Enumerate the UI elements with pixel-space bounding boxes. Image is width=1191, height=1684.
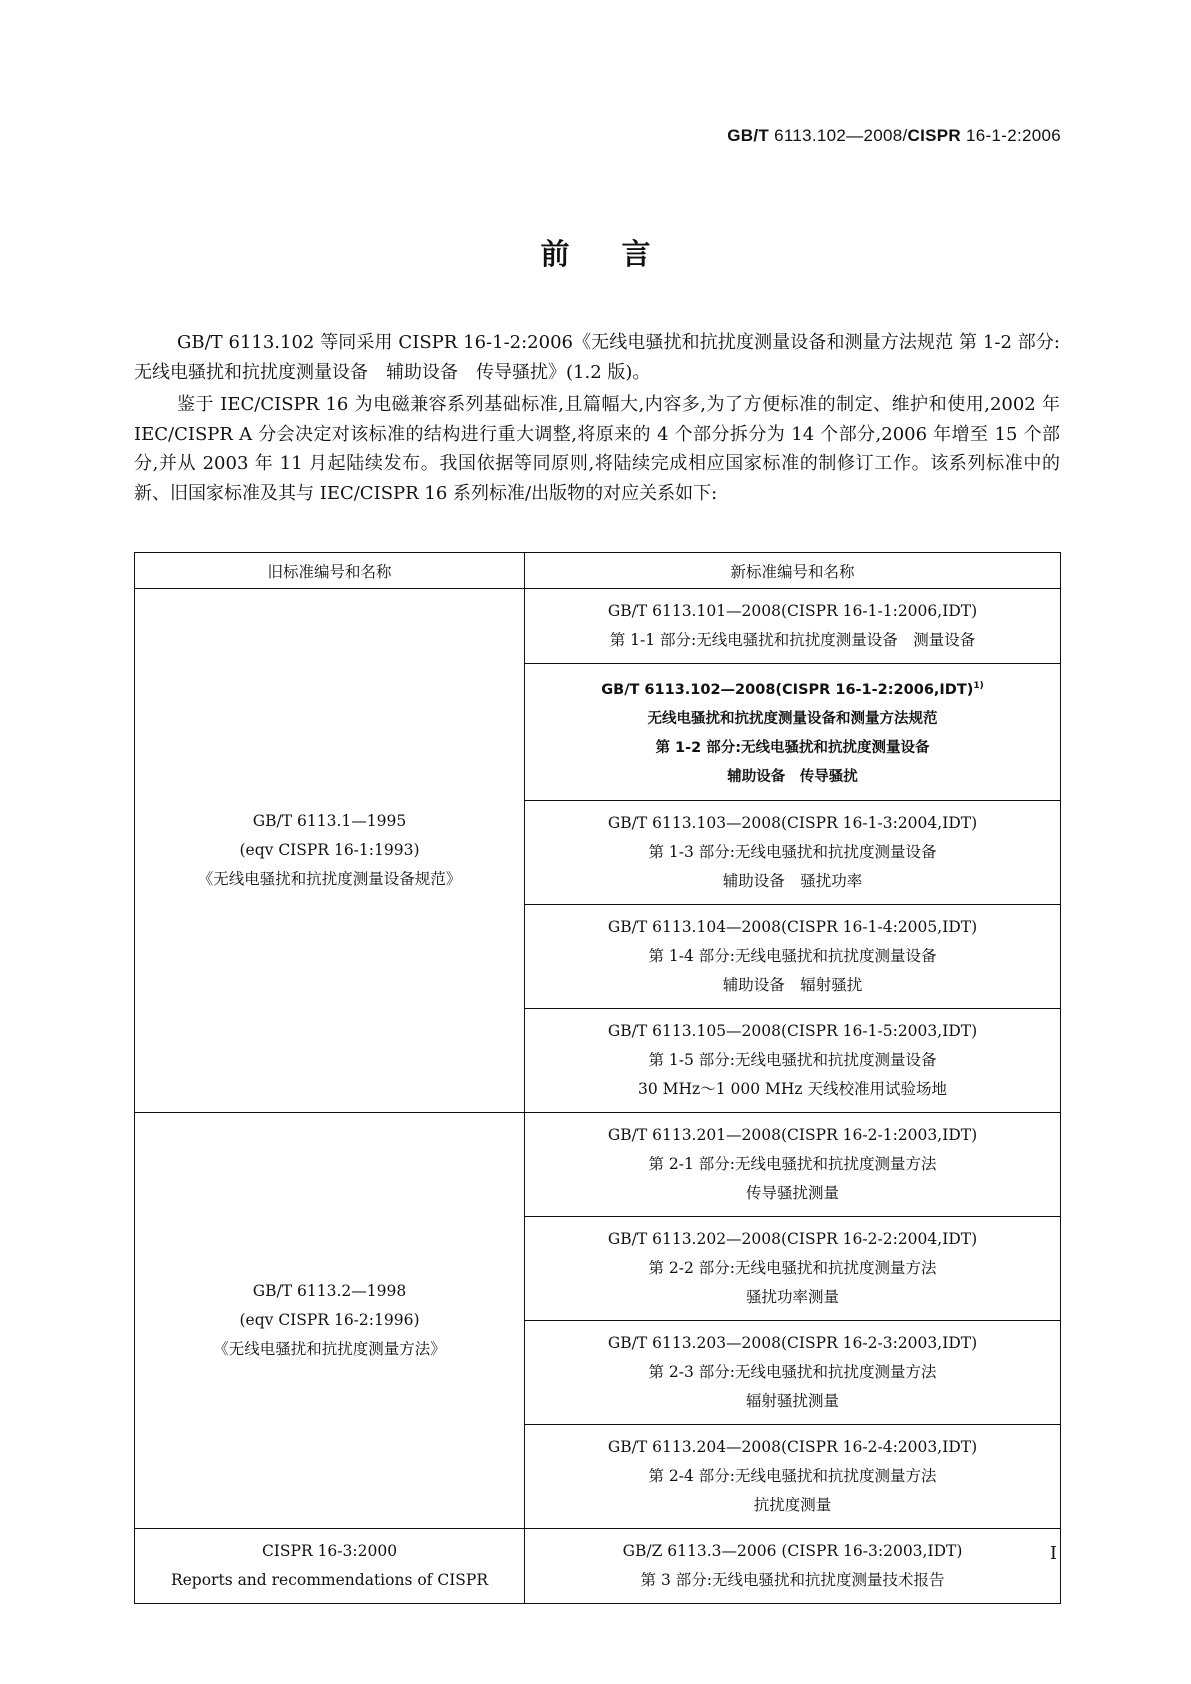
new-standard-cell — [525, 800, 1061, 904]
new-standard-line: 第 2-1 部分:无线电骚扰和抗扰度测量方法 — [648, 1154, 937, 1173]
new-standard-line: GB/T 6113.201—2008(CISPR 16-2-1:2003,IDT) — [607, 1125, 978, 1144]
old-standard-line: GB/T 6113.2—1998 — [252, 1281, 407, 1300]
new-standard-cell — [525, 904, 1061, 1008]
standard-number-header: GB/T 6113.102—2008/CISPR 16-1-2:2006 — [727, 126, 1061, 145]
new-standard-cell — [525, 1216, 1061, 1320]
new-standard-line: 第 1-5 部分:无线电骚扰和抗扰度测量设备 — [648, 1050, 937, 1069]
new-standard-line: 辅助设备 传导骚扰 — [727, 768, 858, 785]
new-standard-line: 第 1-2 部分:无线电骚扰和抗扰度测量设备 — [655, 739, 930, 756]
new-standard-line: 第 2-3 部分:无线电骚扰和抗扰度测量方法 — [648, 1362, 937, 1381]
old-standard-line: GB/T 6113.1—1995 — [252, 811, 407, 830]
old-standard-line: Reports and recommendations of CISPR — [170, 1570, 489, 1589]
old-standard-cell — [135, 1112, 525, 1528]
new-standard-line: GB/Z 6113.3—2006 (CISPR 16-3:2003,IDT) — [622, 1541, 963, 1560]
table-row — [135, 589, 1061, 664]
old-standard-line: 《无线电骚扰和抗扰度测量方法》 — [213, 1339, 446, 1358]
new-standard-line: GB/T 6113.104—2008(CISPR 16-1-4:2005,IDT) — [607, 917, 978, 936]
new-standard-header: 新标准编号和名称 — [525, 553, 1061, 589]
new-standard-line: 第 1-1 部分:无线电骚扰和抗扰度测量设备 测量设备 — [609, 631, 976, 649]
new-standard-line: 第 2-2 部分:无线电骚扰和抗扰度测量方法 — [648, 1258, 937, 1277]
page-number: I — [1049, 1543, 1057, 1564]
new-standard-line: 辅助设备 辐射骚扰 — [722, 975, 863, 994]
new-standard-line: 传导骚扰测量 — [745, 1183, 839, 1202]
new-standard-line: 第 1-3 部分:无线电骚扰和抗扰度测量设备 — [648, 842, 937, 861]
new-standard-cell — [525, 1112, 1061, 1216]
table-row — [135, 1112, 1061, 1216]
new-standard-cell — [525, 664, 1061, 801]
old-standard-line: (eqv CISPR 16-2:1996) — [239, 1310, 420, 1329]
new-standard-line: 30 MHz～1 000 MHz 天线校准用试验场地 — [638, 1079, 947, 1098]
new-standard-cell — [525, 589, 1061, 664]
new-standard-line: GB/T 6113.103—2008(CISPR 16-1-3:2004,IDT) — [607, 813, 978, 832]
new-standard-line — [529, 672, 1056, 705]
old-standard-cell — [135, 589, 525, 1113]
old-standard-line: CISPR 16-3:2000 — [261, 1541, 398, 1560]
paragraph-1: GB/T 6113.102 等同采用 CISPR 16-1-2:2006《无线电骚扰和抗扰度测量设备和测量方法规范 第 1-2 部分:无线电骚扰和抗扰度测量设备 辅助设备 传导骚扰》(1.2 版)。 — [134, 332, 1060, 383]
new-standard-line: 辐射骚扰测量 — [745, 1391, 839, 1410]
new-standard-line: GB/T 6113.203—2008(CISPR 16-2-3:2003,IDT) — [607, 1333, 978, 1352]
new-standard-line: 骚扰功率测量 — [745, 1287, 839, 1306]
new-standard-line: 第 1-4 部分:无线电骚扰和抗扰度测量设备 — [648, 946, 937, 965]
new-standard-line: GB/T 6113.105—2008(CISPR 16-1-5:2003,IDT) — [607, 1021, 978, 1040]
old-standard-cell — [135, 1528, 525, 1603]
new-standard-cell — [525, 1424, 1061, 1528]
table-row — [135, 1528, 1061, 1603]
new-standard-line: 辅助设备 骚扰功率 — [722, 871, 863, 890]
old-standard-line: (eqv CISPR 16-1:1993) — [239, 840, 420, 859]
new-standard-cell — [525, 1528, 1061, 1603]
old-standard-line: 《无线电骚扰和抗扰度测量设备规范》 — [197, 869, 462, 888]
footnote-mark: 1) — [973, 681, 984, 691]
new-standard-cell — [525, 1008, 1061, 1112]
new-standard-line: 无线电骚扰和抗扰度测量设备和测量方法规范 — [647, 710, 938, 727]
standards-correspondence-table — [134, 552, 1061, 1604]
page-title: 前言 — [540, 237, 703, 271]
new-standard-line: GB/T 6113.204—2008(CISPR 16-2-4:2003,IDT) — [607, 1437, 978, 1456]
new-standard-cell — [525, 1320, 1061, 1424]
paragraph-2: 鉴于 IEC/CISPR 16 为电磁兼容系列基础标准,且篇幅大,内容多,为了方便标准的制定、维护和使用,2002 年 IEC/CISPR A 分会决定对该标准的结构进行重大调整,将原来的 4 个部分拆分为 14 个部分,2006 年增至 15 个部分,并从 2003 年 11 月起陆续发布。我国依据等同原则,将陆续完成相应国家标准的制修订工作。该系列标准中的新、旧国家标准及其与 IEC/CISPR 16 系列标准/出版物的对应关系如下: — [134, 394, 1060, 504]
new-standard-line: 第 3 部分:无线电骚扰和抗扰度测量技术报告 — [640, 1570, 945, 1589]
new-standard-line: GB/T 6113.101—2008(CISPR 16-1-1:2006,IDT) — [607, 602, 978, 620]
new-standard-line: 抗扰度测量 — [753, 1495, 832, 1514]
new-standard-text: GB/T 6113.102—2008(CISPR 16-1-2:2006,IDT) — [601, 681, 974, 698]
old-standard-header: 旧标准编号和名称 — [135, 553, 525, 589]
new-standard-line: 第 2-4 部分:无线电骚扰和抗扰度测量方法 — [648, 1466, 937, 1485]
new-standard-line: GB/T 6113.202—2008(CISPR 16-2-2:2004,IDT) — [607, 1229, 978, 1248]
